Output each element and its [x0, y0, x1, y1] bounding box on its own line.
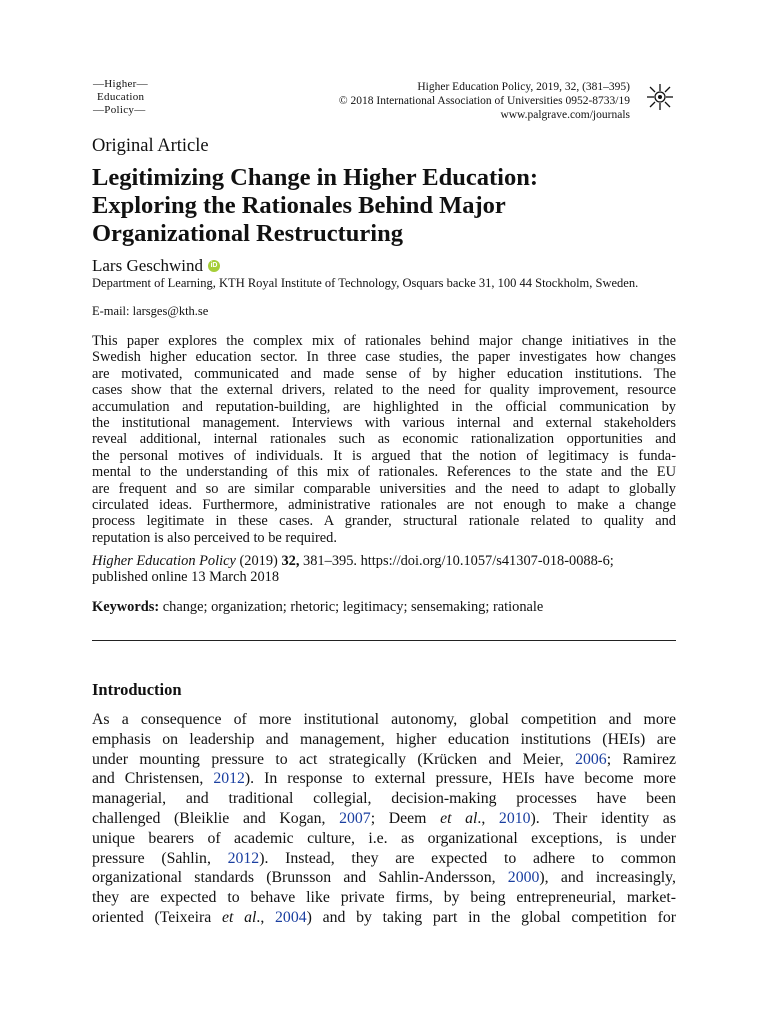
body-line	[92, 769, 676, 789]
body-text: ). In response to external pressure, HEIs have become more	[244, 770, 676, 788]
body-text: ) and by taking part in the global competition for	[306, 908, 676, 926]
journal-info	[339, 80, 630, 122]
citation-link[interactable]: 2000	[507, 869, 540, 887]
body-text: ), and increasingly,	[539, 869, 676, 887]
abstract-line: reputation is also perceived to be required.	[92, 529, 337, 546]
citation-line	[92, 553, 676, 569]
abstract-line: accumulation and reputation-building, are highlighted in the official communication by	[92, 398, 676, 415]
body-text: ). Instead, they are expected to adhere to common	[259, 849, 676, 867]
abstract-line: Swedish higher education sector. In three case studies, the paper investigates how changes	[92, 349, 676, 366]
body-text: ; Deem	[370, 809, 441, 827]
body-text: challenged (Bleiklie and Kogan,	[92, 809, 340, 827]
article-citation	[92, 553, 676, 586]
abstract-line: are frequent and so are similar comparable universities and the need to adapt to globally	[92, 480, 676, 497]
body-text: under mounting pressure to act strategically (Krücken and Meier,	[92, 750, 576, 768]
logo-line: —Policy—	[93, 104, 146, 116]
title-line: Exploring the Rationales Behind Major	[92, 192, 506, 219]
abstract	[92, 333, 676, 546]
body-text: ). Their identity as	[530, 809, 676, 827]
logo-line: Education	[97, 91, 145, 103]
article-type: Original Article	[92, 136, 209, 156]
body-line	[92, 809, 676, 829]
journal-citation-line: Higher Education Policy, 2019, 32, (381–395)	[417, 81, 630, 93]
copyright-line: © 2018 International Association of Universities 0952-8733/19	[338, 95, 630, 107]
citation-published: published online 13 March 2018	[92, 569, 280, 586]
citation-link[interactable]: 2006	[575, 750, 607, 768]
body-text-italic: et al	[221, 908, 257, 926]
body-text: .,	[256, 908, 276, 926]
citation-link[interactable]: 2007	[339, 809, 371, 827]
abstract-line: are motivated, communicated and made sense of by higher education institutions. The	[92, 365, 676, 382]
publisher-logo-icon	[646, 83, 674, 111]
keywords-list: change; organization; rhetoric; legitimacy; sensemaking; rationale	[159, 599, 544, 615]
title-line: Organizational Restructuring	[92, 220, 403, 247]
body-text: organizational standards (Brunsson and Sahlin-Andersson,	[92, 869, 508, 887]
abstract-line: cases show that the external drivers, related to the need for quality improvement, resource	[92, 382, 676, 399]
author	[92, 256, 220, 276]
body-line: managerial, and traditional collegial, decision-making processes have been	[92, 790, 676, 808]
logo-line: —Higher—	[93, 78, 148, 90]
body-text: ; Ramirez	[606, 750, 676, 768]
body-line	[92, 849, 676, 869]
author-email[interactable]: E-mail: larsges@kth.se	[92, 304, 209, 318]
body-line: unique bearers of academic culture, i.e. as organizational exceptions, is under	[92, 829, 676, 847]
keywords	[92, 599, 543, 616]
body-line	[92, 868, 676, 888]
journal-url[interactable]: www.palgrave.com/journals	[500, 109, 630, 121]
citation-doi[interactable]: 381–395. https://doi.org/10.1057/s41307-018-0088-6;	[299, 553, 614, 569]
abstract-line: This paper explores the complex mix of rationales behind major change initiatives in the	[92, 333, 676, 349]
body-line	[92, 908, 676, 928]
body-text: oriented (Teixeira	[92, 908, 222, 926]
abstract-line: circulated ideas. Furthermore, administrative rationales are not enough to make a change	[92, 497, 676, 514]
section-heading: Introduction	[92, 680, 182, 699]
abstract-line: the personal motives of individuals. It is argued that the notion of legitimacy is funda-	[92, 447, 676, 464]
body-text: .,	[477, 809, 499, 827]
article-title	[92, 164, 652, 248]
orcid-icon[interactable]: iD	[208, 260, 220, 272]
body-line: emphasis on leadership and management, higher education institutions (HEIs) are	[92, 730, 676, 748]
abstract-line: the institutional management. Interviews with various internal and external stakeholders	[92, 415, 676, 432]
body-text: and Christensen,	[92, 770, 214, 788]
body-line	[92, 750, 676, 770]
citation-link[interactable]: 2012	[213, 770, 245, 788]
abstract-line: process legitimate in these cases. A grander, structural rationale related to quality and	[92, 513, 676, 530]
citation-journal: Higher Education Policy	[92, 553, 236, 569]
journal-logo	[93, 78, 148, 117]
title-line: Legitimizing Change in Higher Education:	[92, 164, 539, 191]
body-line: As a consequence of more institutional autonomy, global competition and more	[92, 711, 676, 728]
section-divider	[92, 640, 676, 641]
citation-link[interactable]: 2012	[227, 849, 260, 867]
citation-year: (2019)	[235, 553, 282, 569]
citation-volume: 32,	[281, 553, 300, 569]
abstract-line: mental to the understanding of this mix of rationales. References to the state and the EU	[92, 464, 676, 481]
keywords-label: Keywords:	[92, 599, 160, 615]
affiliation: Department of Learning, KTH Royal Institute of Technology, Osquars backe 31, 100 44 Stockholm, Sweden.	[92, 276, 639, 290]
body-line: they are expected to behave like private firms, by being entrepreneurial, market-	[92, 889, 676, 907]
citation-link[interactable]: 2010	[498, 809, 531, 827]
citation-link[interactable]: 2004	[275, 908, 307, 926]
abstract-line: reveal additional, internal rationales such as economic rationalization opportunities and	[92, 431, 676, 448]
body-text: pressure (Sahlin,	[92, 849, 228, 867]
body-paragraph	[92, 710, 676, 928]
author-name: Lars Geschwind	[92, 256, 203, 275]
body-text-italic: et al	[440, 809, 478, 827]
